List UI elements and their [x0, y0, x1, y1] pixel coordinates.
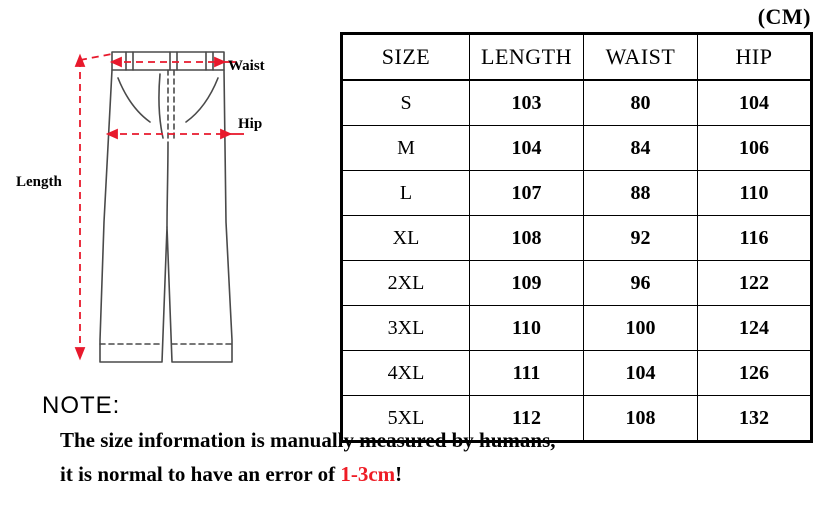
cell-size: 3XL [342, 306, 470, 351]
cell-hip: 116 [698, 216, 812, 261]
length-label: Length [16, 174, 62, 190]
cell-size: S [342, 80, 470, 126]
table-header-row [342, 34, 812, 81]
cell-waist: 92 [584, 216, 698, 261]
cell-size: 2XL [342, 261, 470, 306]
cell-hip: 110 [698, 171, 812, 216]
note-line-2 [60, 462, 402, 487]
note-line-1: The size information is manually measured by humans, [60, 428, 556, 452]
cell-hip: 104 [698, 80, 812, 126]
table-row [342, 80, 812, 126]
note-line-2-prefix: it is normal to have an error of [60, 462, 341, 486]
cell-size: M [342, 126, 470, 171]
cell-hip: 126 [698, 351, 812, 396]
cell-waist: 88 [584, 171, 698, 216]
column-header-waist: WAIST [584, 34, 698, 81]
cell-length: 109 [470, 261, 584, 306]
cell-length: 111 [470, 351, 584, 396]
note-tolerance-highlight: 1-3cm [340, 462, 396, 486]
size-table [340, 32, 813, 443]
cell-waist: 104 [584, 351, 698, 396]
cell-hip: 132 [698, 396, 812, 442]
cell-size: XL [342, 216, 470, 261]
note-title: NOTE: [42, 392, 121, 419]
cell-waist: 80 [584, 80, 698, 126]
cell-waist: 100 [584, 306, 698, 351]
cell-length: 108 [470, 216, 584, 261]
cell-waist: 96 [584, 261, 698, 306]
waist-label: Waist [228, 58, 265, 74]
cell-hip: 122 [698, 261, 812, 306]
table-row [342, 126, 812, 171]
hip-label: Hip [238, 116, 263, 132]
pants-measurement-diagram [0, 22, 330, 392]
cell-length: 110 [470, 306, 584, 351]
cell-waist: 84 [584, 126, 698, 171]
note-line-2-suffix: ! [395, 462, 403, 486]
size-table-header [342, 34, 812, 81]
column-header-length: LENGTH [470, 34, 584, 81]
cell-length: 112 [470, 396, 584, 442]
size-table-body [342, 80, 812, 442]
size-table-container [340, 32, 810, 443]
cell-size: L [342, 171, 470, 216]
pants-illustration [0, 22, 330, 392]
column-header-size: SIZE [342, 34, 470, 81]
table-row [342, 171, 812, 216]
cell-waist: 108 [584, 396, 698, 442]
column-header-hip: HIP [698, 34, 812, 81]
cell-length: 104 [470, 126, 584, 171]
cell-hip: 124 [698, 306, 812, 351]
cell-size: 5XL [342, 396, 470, 442]
table-row [342, 261, 812, 306]
unit-label: (CM) [757, 4, 811, 29]
cell-length: 103 [470, 80, 584, 126]
cell-hip: 106 [698, 126, 812, 171]
table-row [342, 216, 812, 261]
cell-size: 4XL [342, 351, 470, 396]
table-row [342, 351, 812, 396]
table-row [342, 306, 812, 351]
cell-length: 107 [470, 171, 584, 216]
